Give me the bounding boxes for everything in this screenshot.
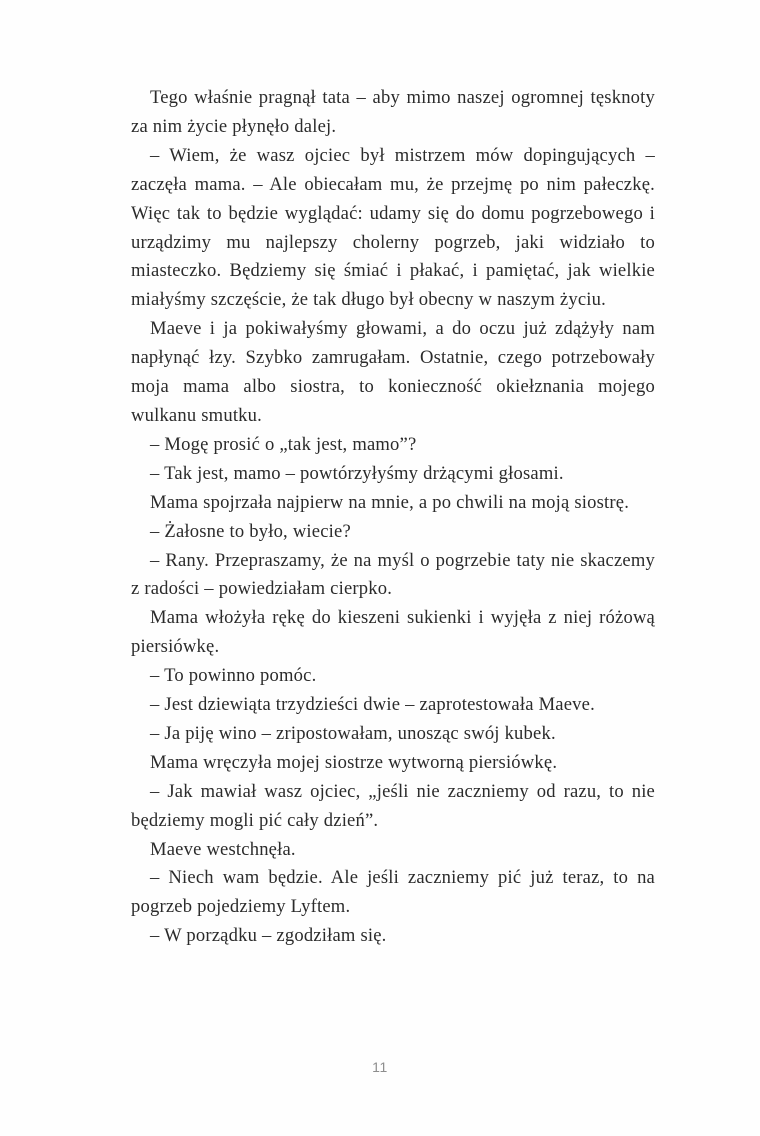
paragraph: – Żałosne to było, wiecie? — [150, 520, 351, 542]
paragraph: – Ja piję wino – zripostowałam, unosząc swój kubek. — [150, 722, 556, 744]
paragraph: Tego właśnie pragnął tata – aby mimo naszej ogromnej tęsknoty za nim życie płynęło dalej. — [131, 87, 655, 137]
paragraph: Maeve westchnęła. — [150, 838, 296, 860]
page-number: 11 — [372, 1059, 388, 1075]
paragraph: Mama wręczyła mojej siostrze wytworną piersiówkę. — [150, 751, 558, 773]
paragraph: – Jest dziewiąta trzydzieści dwie – zaprotestowała Maeve. — [150, 694, 595, 716]
paragraph: – Wiem, że wasz ojciec był mistrzem mów dopingujących – zaczęła mama. – Ale obiecałam mu, że przejmę po nim pałeczkę. Więc tak to będzie wyglądać: udamy się do domu pogrzebowego i urządzimy mu najlepszy cholerny pogrzeb, jaki widziało to miasteczko. Będziemy się śmiać i płakać, i pamiętać, jak wielkie miałyśmy szczęście, że tak długo był obecny w naszym życiu. — [131, 144, 655, 311]
paragraph: – Jak mawiał wasz ojciec, „jeśli nie zaczniemy od razu, to nie będziemy mogli pić cały dzień”. — [131, 780, 655, 831]
paragraph: – Tak jest, mamo – powtórzyłyśmy drżącymi głosami. — [150, 462, 564, 484]
paragraph: Maeve i ja pokiwałyśmy głowami, a do oczu już zdążyły nam napłynąć łzy. Szybko zamrugałam. Ostatnie, czego potrzebowały moja mama albo siostra, to konieczność okiełznania mojego wulkanu smutku. — [131, 318, 655, 426]
paragraph: Mama spojrzała najpierw na mnie, a po chwili na moją siostrę. — [150, 491, 630, 513]
body-text-block — [131, 84, 655, 951]
paragraph: – Rany. Przepraszamy, że na myśl o pogrzebie taty nie skaczemy z radości – powiedziałam cierpko. — [131, 549, 655, 600]
paragraph: – Mogę prosić o „tak jest, mamo”? — [150, 433, 417, 455]
paragraph: Mama włożyła rękę do kieszeni sukienki i wyjęła z niej różową piersiówkę. — [131, 607, 655, 658]
paragraph: – Niech wam będzie. Ale jeśli zaczniemy pić już teraz, to na pogrzeb pojedziemy Lyftem. — [131, 867, 655, 918]
paragraph: – W porządku – zgodziłam się. — [150, 925, 387, 947]
paragraph: – To powinno pomóc. — [150, 665, 317, 687]
